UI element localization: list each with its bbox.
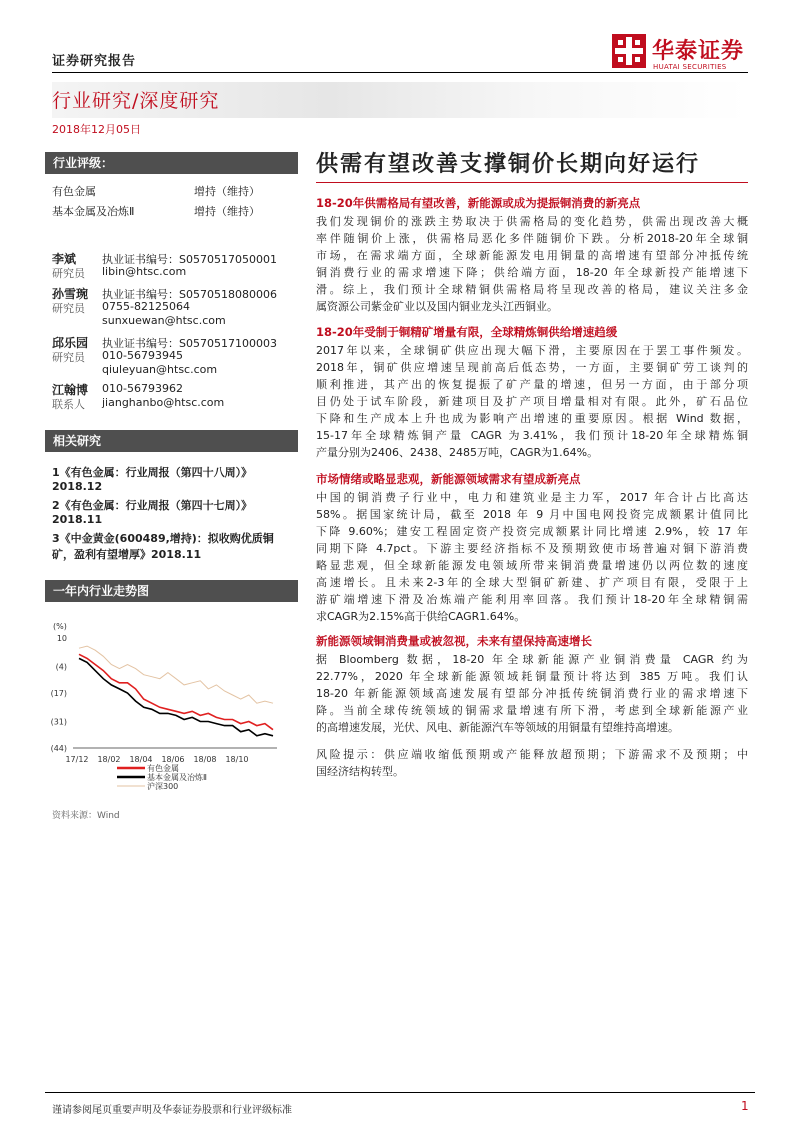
section-heading: 新能源领域铜消费量或被忽视，未来有望保持高速增长 xyxy=(316,634,592,648)
body-line: 高速增长。且未来2-3年的全球大型铜矿新建、扩产项目有限，受限于上 xyxy=(316,576,748,589)
body-line: 下降 9.60%；建安工程固定资产投资完成额累计同比增速 2.9%，较 17 年 xyxy=(316,525,748,538)
report-date: 2018年12月05日 xyxy=(52,123,141,136)
body-line: 降。当前全球传统领域的铜需求量增速有所下滑，考虑到全球新能源产业 xyxy=(316,704,748,717)
analyst-email[interactable]: libin@htsc.com xyxy=(102,265,187,278)
analyst-phone: 010-56793962 xyxy=(102,382,183,395)
report-category: 行业研究/深度研究 xyxy=(52,90,220,112)
related-item-link[interactable]: 2《有色金属：行业周报（第四十七周）》 xyxy=(52,499,253,512)
rating-value: 增持（维持） xyxy=(194,205,260,218)
body-line: 15-17年全球精炼铜产量 CAGR 为3.41%，我们预计18-20年全球精炼铜 xyxy=(316,429,748,442)
analyst-email[interactable]: sunxuewan@htsc.com xyxy=(102,314,226,327)
legend-label: 有色金属 xyxy=(147,764,179,773)
analyst-email[interactable]: qiuleyuan@htsc.com xyxy=(102,363,218,376)
analyst-email[interactable]: jianghanbo@htsc.com xyxy=(102,396,225,409)
analyst-name: 孙雪琬 xyxy=(52,287,89,301)
analyst-role: 联系人 xyxy=(52,398,85,411)
body-line: 求CAGR为2.15%高于供给CAGR1.64%。 xyxy=(316,610,526,623)
y-tick-label: (44) xyxy=(50,744,67,753)
page-number: 1 xyxy=(741,1099,749,1113)
risk-warning-line: 国经济结构转型。 xyxy=(316,765,404,778)
y-tick-label: (4) xyxy=(55,662,67,672)
section-heading: 18-20年供需格局有望改善，新能源或成为提振铜消费的新亮点 xyxy=(316,196,641,210)
analyst-role: 研究员 xyxy=(52,302,85,315)
related-item-date: 2018.11 xyxy=(52,513,103,526)
y-tick-label: (31) xyxy=(50,717,67,727)
analyst-role: 研究员 xyxy=(52,267,85,280)
related-item-link[interactable]: 3《中金黄金(600489,增持)：拟收购优质铜 xyxy=(52,532,274,545)
body-line: 的高增速发展，光伏、风电、新能源汽车等领域的用铜量有望维持高增速。 xyxy=(316,721,679,734)
body-line: 略显悲观，但全球新能源发电领域所带来铜消费量增速仍以两位数的速度 xyxy=(316,559,748,572)
analyst-phone: 010-56793945 xyxy=(102,349,183,362)
body-line: 产量分别为2406、2438、2485万吨，CAGR为1.64%。 xyxy=(316,446,599,459)
body-line: 顺利推进，其产出的恢复提振了矿产量的增速，但另一方面，由于部分项 xyxy=(316,378,748,391)
analyst-license: 执业证书编号：S0570517050001 xyxy=(102,253,277,266)
rating-section-header: 行业评级： xyxy=(45,152,298,174)
rating-industry: 基本金属及冶炼Ⅱ xyxy=(52,205,135,218)
y-tick-label: 10 xyxy=(56,634,67,643)
analyst-license: 执业证书编号：S0570517100003 xyxy=(102,337,277,350)
body-line: 率伴随铜价上涨，供需格局恶化多伴随铜价下跌。分析2018-20年全球铜 xyxy=(316,232,748,245)
related-item-link[interactable]: 1《有色金属：行业周报（第四十八周）》 xyxy=(52,466,253,479)
report-title: 供需有望改善支撑铜价长期向好运行 xyxy=(316,152,701,177)
section-heading: 18-20年受制于铜精矿增量有限，全球精炼铜供给增速趋缓 xyxy=(316,325,618,339)
rating-value: 增持（维持） xyxy=(194,185,260,198)
body-line: 2017年以来，全球铜矿供应出现大幅下滑，主要原因在于罢工事件频发。 xyxy=(316,344,748,357)
x-tick-label: 18/10 xyxy=(225,755,249,764)
title-rule xyxy=(316,182,748,183)
brand-mark-icon xyxy=(612,34,646,68)
legend-label: 基本金属及冶炼Ⅱ xyxy=(147,773,207,782)
body-line: 我们发现铜价的涨跌主势取决于供需格局的变化趋势，供需出现改善大概 xyxy=(316,215,748,228)
footer-disclaimer[interactable]: 谨请参阅尾页重要声明及华泰证券股票和行业评级标准 xyxy=(52,1105,292,1116)
brand-name-en: HUATAI SECURITIES xyxy=(653,63,727,71)
rating-industry: 有色金属 xyxy=(52,185,96,198)
body-line: 据 Bloomberg 数据，18-20 年全球新能源产业铜消费量 CAGR 约为 xyxy=(316,653,748,666)
body-line: 属资源公司紫金矿业以及国内铜业龙头江西铜业。 xyxy=(316,300,558,313)
analyst-role: 研究员 xyxy=(52,351,85,364)
x-tick-label: 18/04 xyxy=(129,755,153,764)
x-tick-label: 18/02 xyxy=(97,755,121,764)
analyst-phone: 0755-82125064 xyxy=(102,300,190,313)
brand-logo xyxy=(612,34,762,80)
x-tick-label: 18/06 xyxy=(161,755,185,764)
y-tick-label: (17) xyxy=(50,689,67,698)
chart-source-note: 资料来源：Wind xyxy=(52,811,120,821)
body-line: 目仍处于试车阶段，新建项目及扩产项目增量相对有限。此外，矿石品位 xyxy=(316,395,748,408)
x-tick-label: 18/08 xyxy=(193,755,217,764)
brand-name-cn: 华泰证券 xyxy=(652,39,745,64)
trend-section-header: 一年内行业走势图 xyxy=(45,580,298,602)
analyst-license: 执业证书编号：S0570518080006 xyxy=(102,288,277,301)
body-line: 同期下降 4.7pct。下游主要经济指标不及预期致使市场普遍对铜下游消费 xyxy=(316,542,748,555)
industry-trend-chart xyxy=(45,618,285,800)
section-heading: 市场情绪或略显悲观，新能源领域需求有望成新亮点 xyxy=(316,472,581,486)
body-line: 市场，在需求端方面，全球新能源发电用铜量的高增速有望部分冲抵传统 xyxy=(316,249,748,262)
legend-label: 沪深300 xyxy=(147,782,179,791)
related-item-date: 2018.12 xyxy=(52,480,103,493)
risk-warning-line: 风险提示：供应端收缩低预期或产能释放超预期；下游需求不及预期；中 xyxy=(316,748,748,761)
body-line: 滑。综上，我们预计全球精铜供需格局将呈现改善的格局，建议关注多金 xyxy=(316,283,748,296)
y-axis-unit-label: (%) xyxy=(53,622,67,631)
body-line: 游矿端增速下滑及冶炼端产能利用率回落。我们预计18-20年全球精铜需 xyxy=(316,593,748,606)
report-type-label: 证券研究报告 xyxy=(52,54,137,69)
series-line-0 xyxy=(79,654,273,729)
body-line: 58%。据国家统计局，截至 2018 年 9 月中国电网投资完成额累计值同比 xyxy=(316,508,748,521)
x-tick-label: 17/12 xyxy=(65,755,89,764)
body-line: 中国的铜消费子行业中，电力和建筑业是主力军，2017 年合计占比高达 xyxy=(316,491,748,504)
analyst-name: 李斌 xyxy=(52,252,77,266)
body-line: 2018年，铜矿供应增速呈现前高后低态势，一方面，主要铜矿劳工谈判的 xyxy=(316,361,748,374)
analyst-name: 邱乐园 xyxy=(52,336,89,350)
body-line: 22.77%，2020 年全球新能源领域耗铜量预计将达到 385 万吨。我们认 xyxy=(316,670,748,683)
footer-rule xyxy=(45,1092,755,1093)
body-line: 下降和生产成本上升也成为影响产出增速的重要原因。根据 Wind 数据， xyxy=(316,412,748,425)
analyst-name: 江翰博 xyxy=(52,383,89,397)
body-line: 铜消费行业的需求增速下降；供给端方面，18-20 年全球新投产能增速下 xyxy=(316,266,748,279)
analyst-block xyxy=(52,250,302,410)
related-section-header: 相关研究 xyxy=(45,430,298,452)
body-line: 18-20 年新能源领域高速发展有望部分冲抵传统铜消费行业的需求增速下 xyxy=(316,687,748,700)
related-item-link[interactable]: 矿，盈利有望增厚》2018.11 xyxy=(52,548,202,561)
